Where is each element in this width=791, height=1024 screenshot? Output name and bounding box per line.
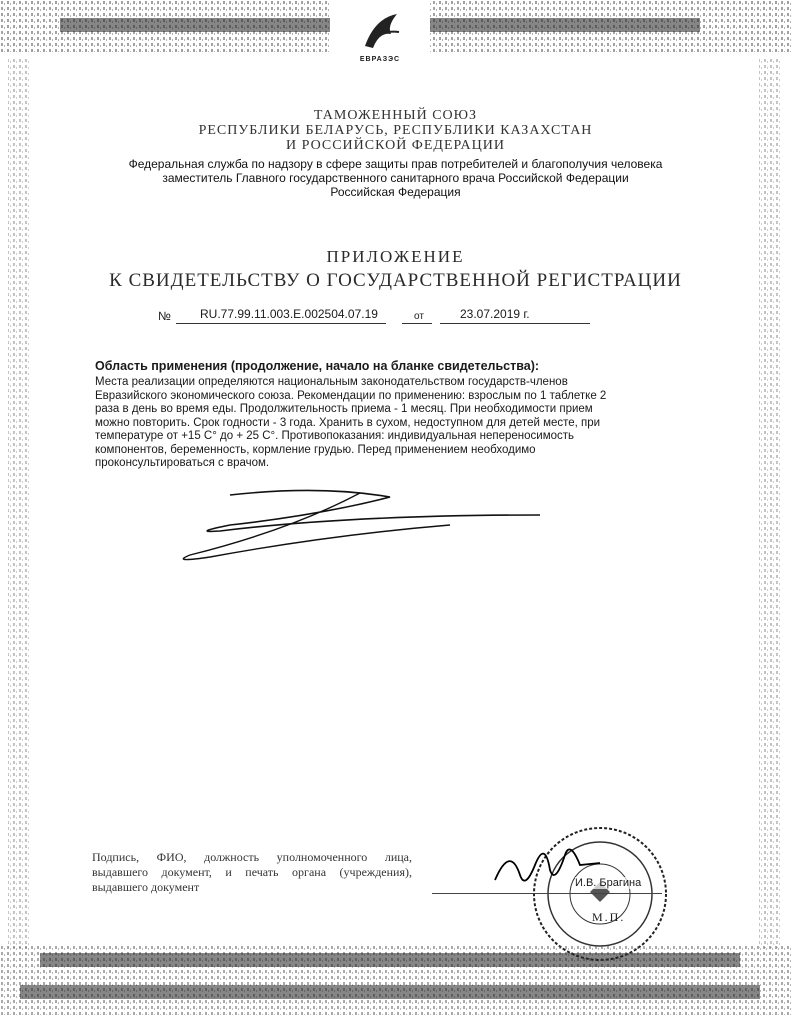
customs-union-header (0, 108, 791, 153)
issuing-agency (0, 157, 791, 199)
union-line: РЕСПУБЛИКИ БЕЛАРУСЬ, РЕСПУБЛИКИ КАЗАХСТАН (198, 123, 593, 138)
security-pattern-bottom (0, 945, 791, 1017)
eurasec-emblem-icon (335, 8, 425, 56)
number-underline (176, 323, 386, 324)
seal-place-label: М.П. (592, 910, 626, 924)
scope-title: Область применения (продолжение, начало на бланке свидетельства): (95, 359, 540, 373)
scope-section (95, 359, 655, 471)
scope-line: температуре от +15 С° до + 25 С°. Противопоказания: индивидуальная непереносимость (95, 430, 575, 442)
scope-line: Евразийского экономического союза. Рекомендации по применению: взрослым по 1 таблетке 2 (95, 389, 607, 402)
scope-line: проконсультироваться с врачом. (95, 457, 270, 469)
agency-line: Федеральная служба по надзору в сфере защиты прав потребителей и благополучия человека (128, 157, 663, 171)
blank-space-flourish (170, 485, 560, 570)
union-line: ТАМОЖЕННЫЙ СОЮЗ (313, 108, 478, 123)
date-underline (440, 323, 590, 324)
agency-line: Российская Федерация (330, 185, 461, 199)
scope-line: Места реализации определяются национальным законодательством государств-членов (95, 376, 568, 388)
agency-line: заместитель Главного государственного санитарного врача Российской Федерации (162, 171, 629, 185)
bottom-security-band (0, 945, 791, 1017)
signer-caption: Подпись, ФИО, должность уполномоченного лица, выдавшего документ, и печать органа (учреждения), выдавшего документ (92, 850, 412, 894)
date-prefix-underline (402, 323, 432, 324)
document-subtitle: К СВИДЕТЕЛЬСТВУ О ГОСУДАРСТВЕННОЙ РЕГИСТРАЦИИ (109, 270, 682, 291)
right-security-border (751, 58, 791, 948)
registration-number: RU.77.99.11.003.E.002504.07.19 (200, 307, 378, 321)
signature-line (432, 893, 662, 894)
scope-line: можно повторить. Срок годности - 3 года. Хранить в сухом, недоступном для детей месте, при (95, 416, 601, 429)
signer-name: И.В. Брагина (575, 877, 642, 889)
union-line: И РОССИЙСКОЙ ФЕДЕРАЦИИ (286, 138, 505, 153)
scope-line: компонентов, беременность, кормление грудью. Перед применением необходимо (95, 443, 536, 456)
date-prefix: от (414, 311, 424, 322)
scope-line: раза в день во время еды. Продолжительность приема - 1 месяц. При необходимости прием (95, 403, 593, 415)
eurasec-logo (335, 8, 425, 70)
left-security-border (0, 58, 40, 948)
registration-date: 23.07.2019 г. (460, 307, 530, 321)
number-prefix: № (158, 309, 171, 323)
logo-label: ЕВРАЗЭС (359, 56, 401, 63)
scope-body (95, 376, 655, 471)
document-title: ПРИЛОЖЕНИЕ (326, 247, 465, 266)
